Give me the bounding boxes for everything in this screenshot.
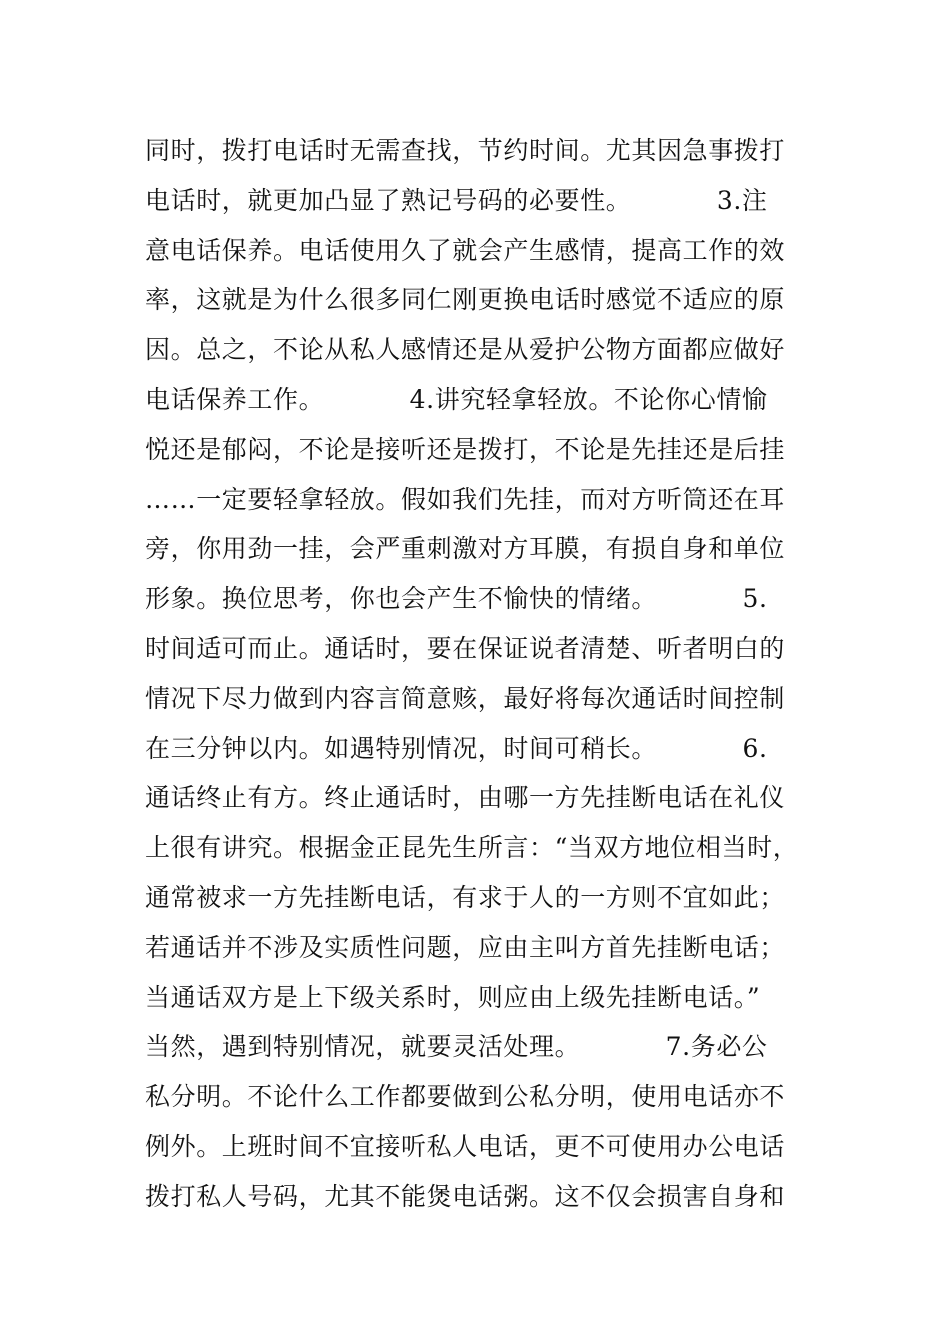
text-line: 时间适可而止。通话时，要在保证说者清楚、听者明白的 (145, 633, 786, 663)
text-line: 形象。换位思考，你也会产生不愉快的情绪。 5. (145, 584, 768, 614)
text-line: 电话保养工作。 4.讲究轻拿轻放。不论你心情愉 (145, 384, 768, 414)
text-line: 旁，你用劲一挂，会严重刺激对方耳膜，有损自身和单位 (145, 534, 786, 564)
text-line: 在三分钟以内。如遇特别情况，时间可稍长。 6. (145, 733, 768, 763)
text-line: ……一定要轻拿轻放。假如我们先挂，而对方听筒还在耳 (145, 484, 786, 514)
text-line: 私分明。不论什么工作都要做到公私分明，使用电话亦不 (145, 1082, 786, 1112)
text-line: 情况下尽力做到内容言简意赅，最好将每次通话时间控制 (145, 683, 786, 713)
text-line: 因。总之，不论从私人感情还是从爱护公物方面都应做好 (145, 335, 786, 365)
text-line: 通话终止有方。终止通话时，由哪一方先挂断电话在礼仪 (145, 783, 786, 813)
text-line: 电话时，就更加凸显了熟记号码的必要性。 3.注 (145, 185, 768, 215)
text-line: 若通话并不涉及实质性问题，应由主叫方首先挂断电话； (145, 932, 786, 962)
text-line: 例外。上班时间不宜接听私人电话，更不可使用办公电话 (145, 1131, 786, 1161)
text-line: 意电话保养。电话使用久了就会产生感情，提高工作的效 (145, 235, 786, 265)
text-line: 上很有讲究。根据金正昆先生所言：“当双方地位相当时， (145, 833, 799, 863)
text-line: 悦还是郁闷，不论是接听还是拨打，不论是先挂还是后挂 (145, 434, 786, 464)
text-line: 率，这就是为什么很多同仁刚更换电话时感觉不适应的原 (145, 285, 786, 315)
text-line: 通常被求一方先挂断电话，有求于人的一方则不宜如此； (145, 882, 786, 912)
body-text (145, 126, 815, 1222)
text-line: 拨打私人号码，尤其不能煲电话粥。这不仅会损害自身和 (145, 1181, 786, 1211)
text-line: 当通话双方是上下级关系时，则应由上级先挂断电话。” (145, 982, 761, 1012)
text-line: 同时，拨打电话时无需查找，节约时间。尤其因急事拨打 (145, 136, 786, 165)
text-line: 当然，遇到特别情况，就要灵活处理。 7.务必公 (145, 1032, 768, 1062)
